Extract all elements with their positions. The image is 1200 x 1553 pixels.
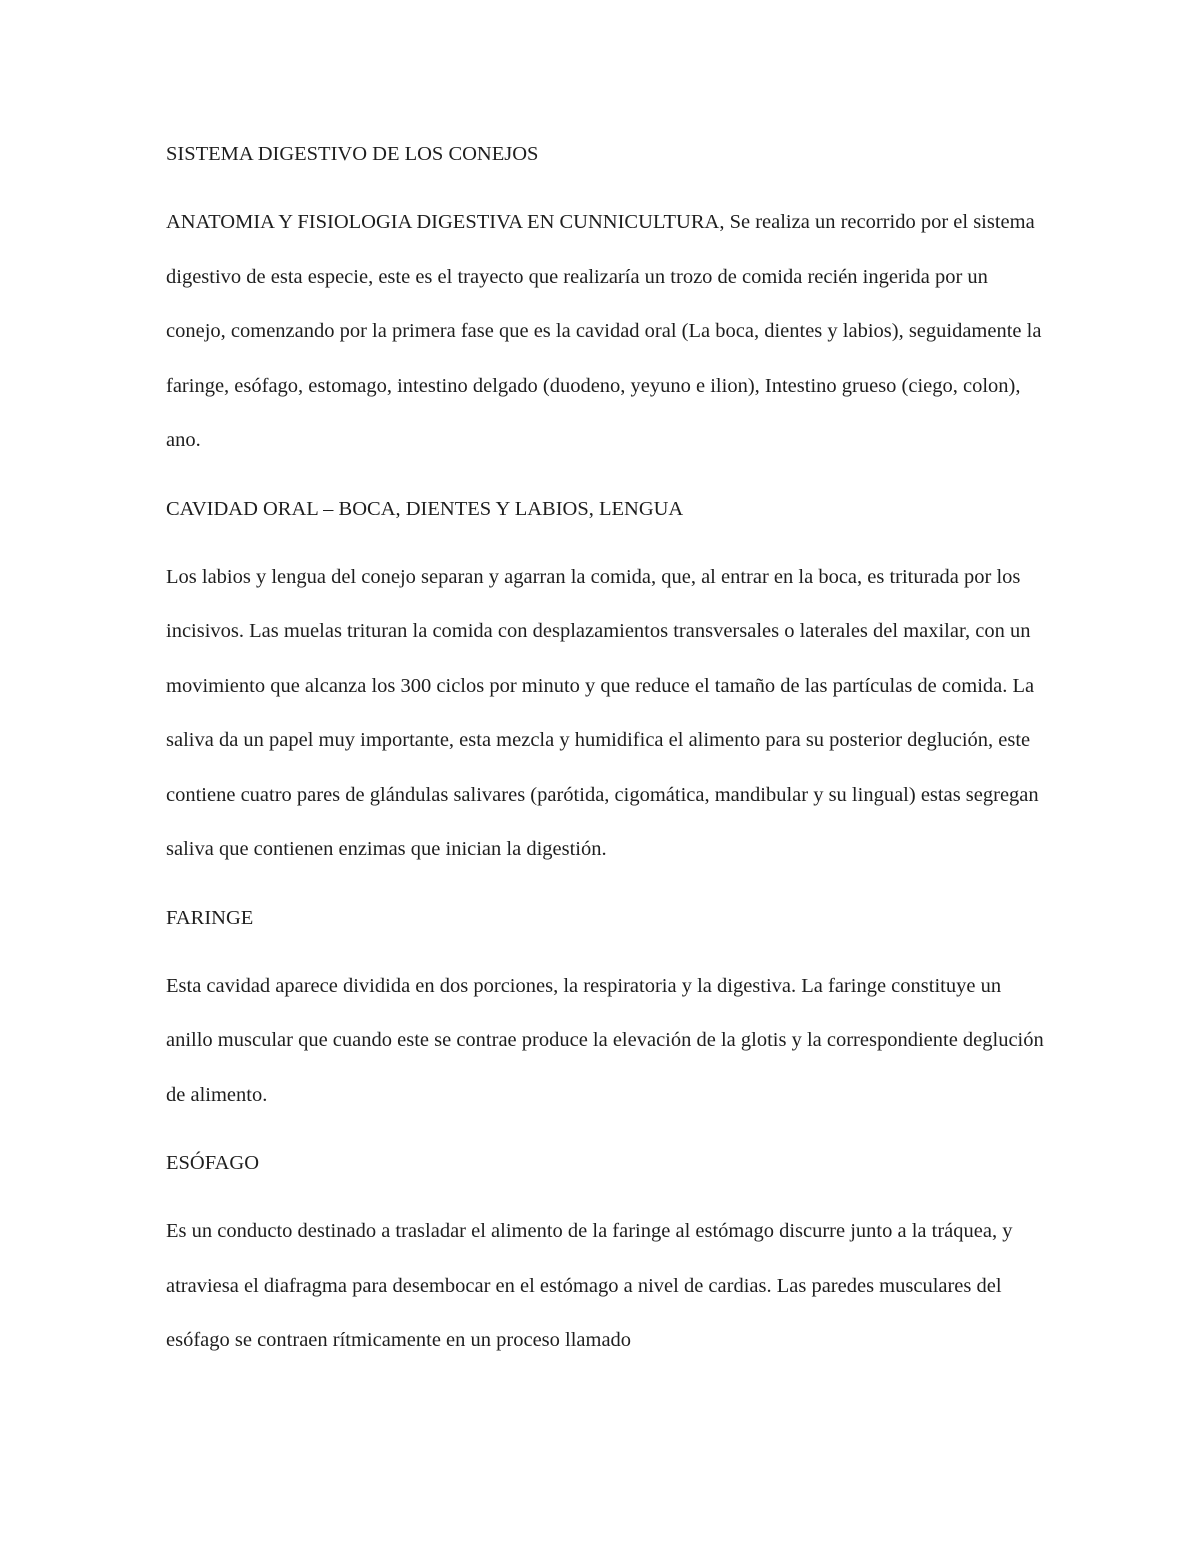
section-heading-cavidad-oral: CAVIDAD ORAL – BOCA, DIENTES Y LABIOS, LENGUA — [166, 497, 684, 520]
section-heading-faringe: FARINGE — [166, 906, 254, 929]
section-paragraph-faringe: Esta cavidad aparece dividida en dos porciones, la respiratoria y la digestiva. La faringe constituye un anillo muscular que cuando este se contrae produce la elevación de la glotis y la correspondiente deglución de alimento. — [166, 974, 1044, 1106]
section-heading-esofago: ESÓFAGO — [166, 1152, 260, 1174]
section-paragraph-esofago: Es un conducto destinado a trasladar el alimento de la faringe al estómago discurre junto a la tráquea, y atraviesa el diafragma para desembocar en el estómago a nivel de cardias. Las paredes musculares del esófago se contraen rítmicamente en un proceso llamado — [166, 1220, 1013, 1351]
intro-paragraph: ANATOMIA Y FISIOLOGIA DIGESTIVA EN CUNNICULTURA, Se realiza un recorrido por el sistema digestivo de esta especie, este es el trayecto que realizaría un trozo de comida recién ingerida por un conejo, comenzando por la primera fase que es la cavidad oral (La boca, dientes y labios), seguidamente la faringe, esófago, estomago, intestino delgado (duodeno, yeyuno e ilion), Intestino grueso (ciego, colon), ano. — [166, 211, 1042, 451]
document-body — [166, 138, 1046, 1368]
document-title: SISTEMA DIGESTIVO DE LOS CONEJOS — [166, 143, 539, 165]
section-paragraph-cavidad-oral: Los labios y lengua del conejo separan y agarran la comida, que, al entrar en la boca, es triturada por los incisivos. Las muelas trituran la comida con desplazamientos transversales o laterales del maxilar, con un movimiento que alcanza los 300 ciclos por minuto y que reduce el tamaño de las partículas de comida. La saliva da un papel muy importante, esta mezcla y humidifica el alimento para su posterior deglución, este contiene cuatro pares de glándulas salivares (parótida, cigomática, mandibular y su lingual) estas segregan saliva que contienen enzimas que inician la digestión. — [166, 565, 1039, 860]
